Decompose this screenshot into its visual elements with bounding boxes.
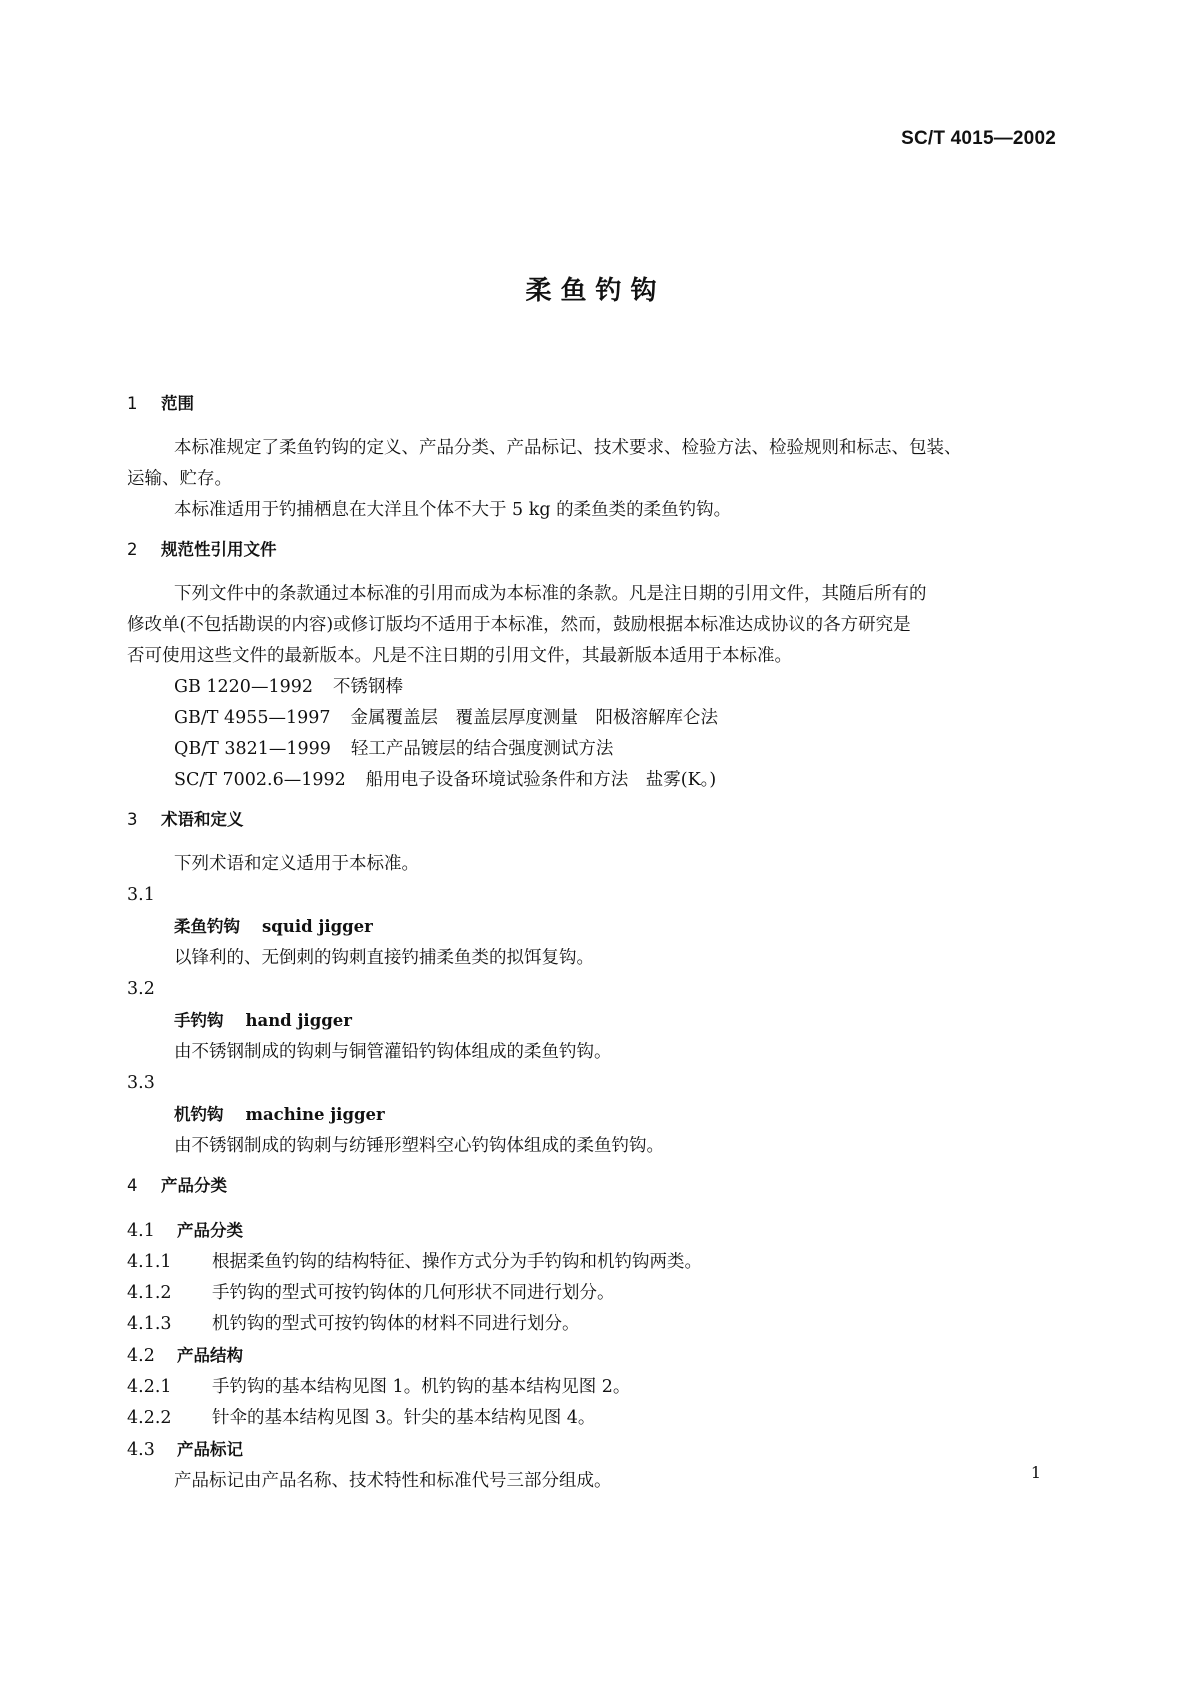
term-name: 手钓钩 bbox=[174, 1011, 224, 1030]
document-body bbox=[127, 388, 1056, 1497]
term-name: 机钓钩 bbox=[174, 1105, 224, 1124]
term-definition: 以锋利的、无倒刺的钩刺直接钓捕柔鱼类的拟饵复钩。 bbox=[174, 948, 594, 968]
clause-number: 4.1.2 bbox=[127, 1283, 172, 1303]
reference-title: 轻工产品镀层的结合强度测试方法 bbox=[350, 739, 614, 759]
clause-number: 4.2.1 bbox=[127, 1377, 172, 1397]
reference-item bbox=[127, 765, 1056, 796]
subsection-number: 4.3 bbox=[127, 1440, 155, 1460]
term-number: 3.2 bbox=[127, 979, 155, 999]
reference-item bbox=[127, 734, 1056, 765]
reference-code: QB/T 3821—1999 bbox=[174, 739, 331, 759]
term-definition: 由不锈钢制成的钩刺与铜管灌铅钓钩体组成的柔鱼钓钩。 bbox=[174, 1042, 612, 1062]
page-number: 1 bbox=[1030, 1463, 1041, 1482]
term-name: 柔鱼钓钩 bbox=[174, 917, 240, 936]
clause-number: 4.1.3 bbox=[127, 1314, 172, 1334]
section-number: 2 bbox=[127, 540, 138, 559]
paragraph: 本标准适用于钓捕栖息在大洋且个体不大于 5 kg 的柔鱼类的柔鱼钓钩。 bbox=[174, 500, 732, 520]
term-number: 3.3 bbox=[127, 1073, 155, 1093]
term-heading bbox=[127, 911, 1056, 943]
clause-text: 手钓钩的基本结构见图 1。机钓钩的基本结构见图 2。 bbox=[212, 1377, 631, 1397]
clause bbox=[127, 1278, 1056, 1309]
reference-title: 金属覆盖层 覆盖层厚度测量 阳极溶解库仑法 bbox=[350, 708, 719, 728]
paragraph: 产品标记由产品名称、技术特性和标准代号三部分组成。 bbox=[174, 1471, 612, 1491]
term-number: 3.1 bbox=[127, 885, 155, 905]
clause-text: 机钓钩的型式可按钓钩体的材料不同进行划分。 bbox=[212, 1314, 580, 1334]
clause bbox=[127, 1372, 1056, 1403]
section-title: 规范性引用文件 bbox=[161, 540, 277, 559]
subsection-heading bbox=[127, 1434, 1056, 1466]
subsection-number: 4.1 bbox=[127, 1221, 155, 1241]
paragraph-continuation: 运输、贮存。 bbox=[127, 469, 232, 489]
reference-item bbox=[127, 672, 1056, 703]
term-english: machine jigger bbox=[245, 1105, 385, 1124]
clause bbox=[127, 1309, 1056, 1340]
paragraph: 本标准规定了柔鱼钓钩的定义、产品分类、产品标记、技术要求、检验方法、检验规则和标志、包装、 bbox=[174, 438, 962, 458]
section-number: 1 bbox=[127, 394, 138, 413]
subsection-title: 产品分类 bbox=[177, 1221, 243, 1240]
subsection-number: 4.2 bbox=[127, 1346, 155, 1366]
term-english: squid jigger bbox=[262, 917, 373, 936]
subsection-heading bbox=[127, 1215, 1056, 1247]
clause-text: 针伞的基本结构见图 3。针尖的基本结构见图 4。 bbox=[212, 1408, 596, 1428]
term-english: hand jigger bbox=[245, 1011, 352, 1030]
section-number: 3 bbox=[127, 810, 138, 829]
reference-title: 船用电子设备环境试验条件和方法 盐雾(K。) bbox=[365, 770, 717, 790]
reference-item bbox=[127, 703, 1056, 734]
clause bbox=[127, 1247, 1056, 1278]
reference-code: SC/T 7002.6—1992 bbox=[174, 770, 346, 790]
term-definition: 由不锈钢制成的钩刺与纺锤形塑料空心钓钩体组成的柔鱼钓钩。 bbox=[174, 1136, 664, 1156]
reference-code: GB 1220—1992 bbox=[174, 677, 313, 697]
section-title: 范围 bbox=[161, 394, 194, 413]
term-heading bbox=[127, 1005, 1056, 1037]
term-heading bbox=[127, 1099, 1056, 1131]
section-title: 产品分类 bbox=[161, 1176, 227, 1195]
clause-text: 根据柔鱼钓钩的结构特征、操作方式分为手钓钩和机钓钩两类。 bbox=[212, 1252, 702, 1272]
standard-code: SC/T 4015—2002 bbox=[901, 128, 1056, 149]
subsection-title: 产品标记 bbox=[177, 1440, 243, 1459]
section-number: 4 bbox=[127, 1176, 138, 1195]
reference-title: 不锈钢棒 bbox=[332, 677, 403, 697]
reference-code: GB/T 4955—1997 bbox=[174, 708, 331, 728]
document-title: 柔鱼钓钩 bbox=[525, 276, 666, 306]
section-heading-classification bbox=[127, 1170, 1056, 1201]
paragraph: 下列文件中的条款通过本标准的引用而成为本标准的条款。凡是注日期的引用文件，其随后所有的 bbox=[174, 584, 927, 604]
paragraph-continuation: 否可使用这些文件的最新版本。凡是不注日期的引用文件，其最新版本适用于本标准。 bbox=[127, 646, 792, 666]
section-heading-terms bbox=[127, 804, 1056, 835]
section-heading-scope bbox=[127, 388, 1056, 419]
clause-text: 手钓钩的型式可按钓钩体的几何形状不同进行划分。 bbox=[212, 1283, 615, 1303]
section-title: 术语和定义 bbox=[161, 810, 244, 829]
clause-number: 4.1.1 bbox=[127, 1252, 172, 1272]
paragraph: 下列术语和定义适用于本标准。 bbox=[174, 854, 419, 874]
paragraph-continuation: 修改单(不包括勘误的内容)或修订版均不适用于本标准，然而，鼓励根据本标准达成协议的各方研究是 bbox=[127, 615, 911, 635]
section-heading-normative-references bbox=[127, 534, 1056, 565]
subsection-title: 产品结构 bbox=[177, 1346, 243, 1365]
clause-number: 4.2.2 bbox=[127, 1408, 172, 1428]
subsection-heading bbox=[127, 1340, 1056, 1372]
clause bbox=[127, 1403, 1056, 1434]
